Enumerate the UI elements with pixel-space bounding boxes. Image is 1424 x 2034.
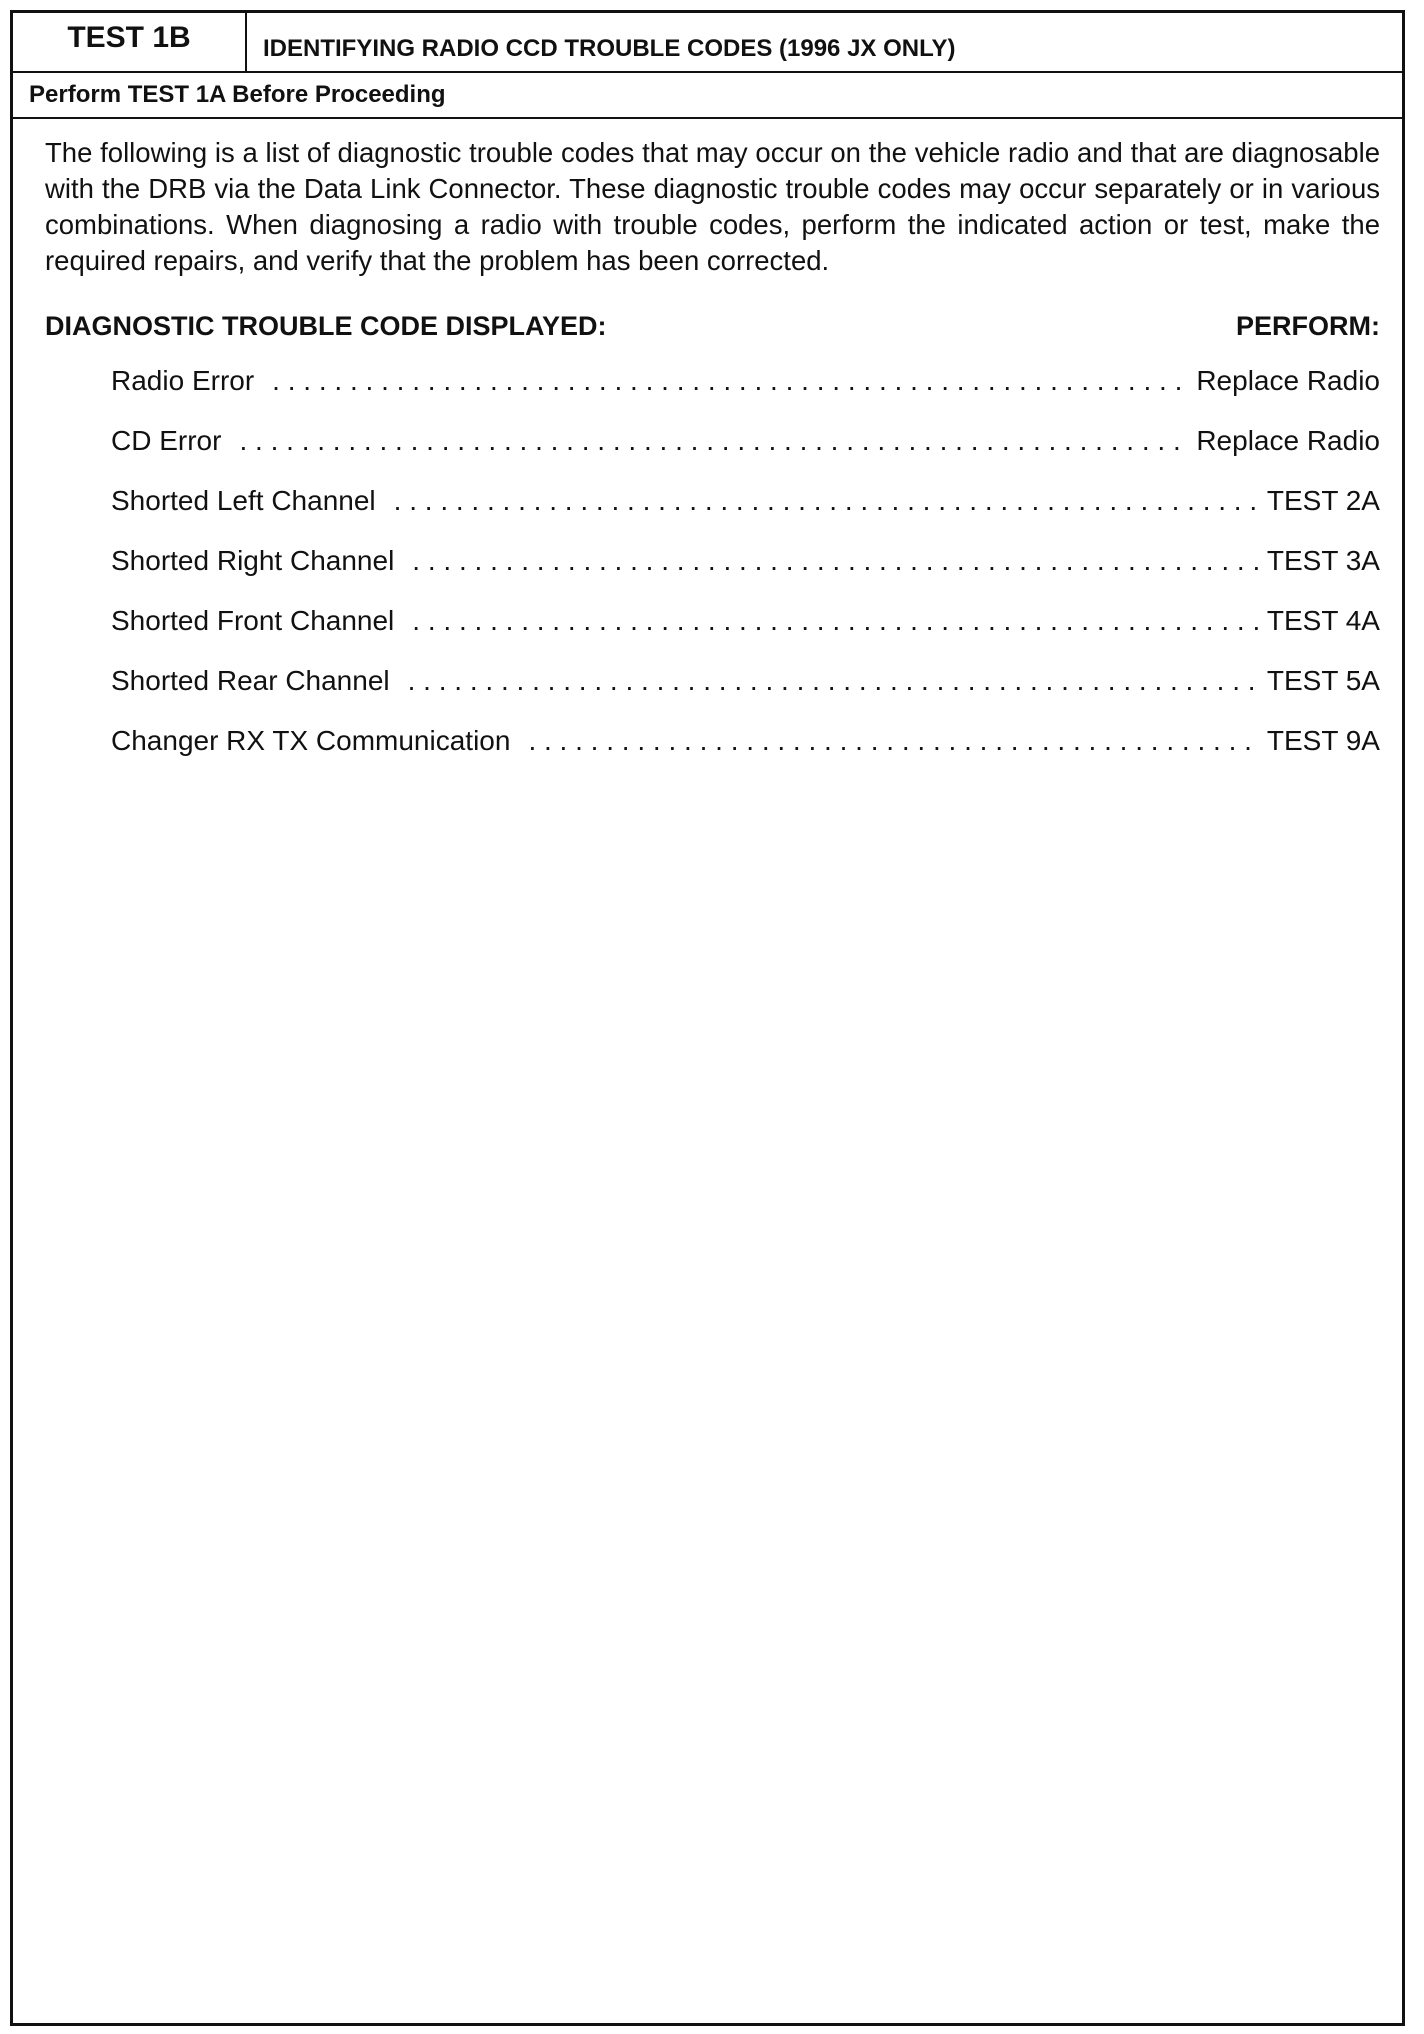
code-name: Changer RX TX Communication	[111, 725, 511, 756]
code-action: Replace Radio	[1196, 425, 1380, 456]
list-item	[45, 537, 1380, 597]
code-name: Shorted Rear Channel	[111, 665, 390, 696]
list-item	[45, 357, 1380, 417]
code-column-header: DIAGNOSTIC TROUBLE CODE DISPLAYED:	[45, 311, 607, 341]
code-name: Shorted Right Channel	[111, 545, 395, 576]
dot-leader	[394, 477, 1261, 525]
dot-leader	[239, 417, 1190, 465]
intro-paragraph: The following is a list of diagnostic trouble codes that may occur on the vehicle radio and that are diagnosable with the DRB via the Data Link Connector. These diagnostic trouble codes may occur separately or in various combinations. When diagnosing a radio with trouble codes, perform the indicated action or test, make the required repairs, and verify that the problem has been corrected.	[45, 137, 1380, 276]
test-title: IDENTIFYING RADIO CCD TROUBLE CODES (1996 JX ONLY)	[263, 35, 956, 62]
list-item	[45, 597, 1380, 657]
list-item	[45, 477, 1380, 537]
column-headers	[45, 309, 1380, 343]
procedure-body	[45, 135, 1380, 777]
dot-leader	[408, 657, 1261, 705]
dot-leader	[272, 357, 1190, 405]
code-action: TEST 9A	[1266, 725, 1380, 756]
code-action: TEST 2A	[1266, 485, 1380, 516]
prerequisite-note: Perform TEST 1A Before Proceeding	[13, 73, 1402, 119]
code-name: CD Error	[111, 425, 222, 456]
dot-leader	[412, 597, 1261, 645]
code-action: Replace Radio	[1196, 365, 1380, 396]
code-action: TEST 4A	[1266, 605, 1380, 636]
dot-leader	[412, 537, 1261, 585]
list-item	[45, 657, 1380, 717]
code-action: TEST 3A	[1266, 545, 1380, 576]
action-column-header: PERFORM:	[1236, 311, 1380, 341]
header-row	[13, 13, 1402, 73]
list-item	[45, 417, 1380, 477]
test-id: TEST 1B	[13, 13, 247, 71]
code-name: Shorted Front Channel	[111, 605, 395, 636]
code-name: Radio Error	[111, 365, 255, 396]
trouble-code-list	[45, 357, 1380, 777]
dot-leader	[528, 717, 1260, 765]
list-item	[45, 717, 1380, 777]
procedure-box	[10, 10, 1405, 2026]
code-name: Shorted Left Channel	[111, 485, 376, 516]
code-action: TEST 5A	[1266, 665, 1380, 696]
